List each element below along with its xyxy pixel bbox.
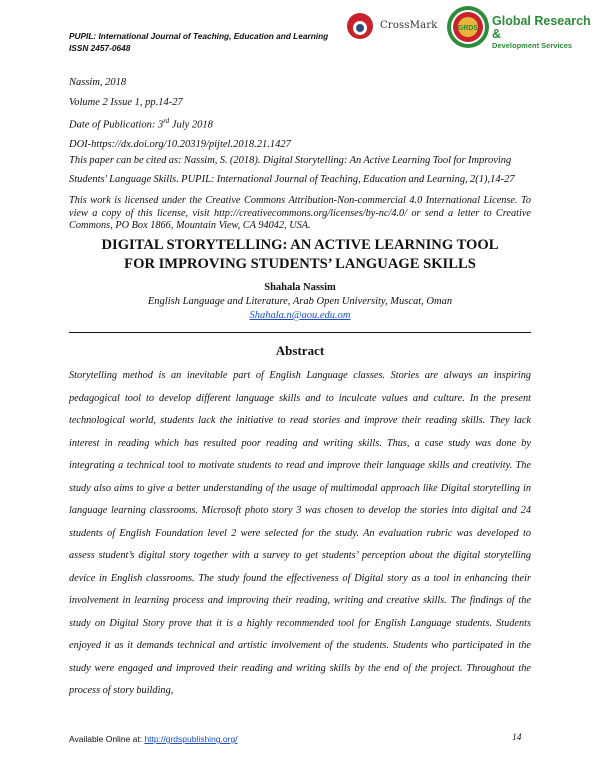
crossmark-label: CrossMark [380, 20, 438, 31]
abstract-body: Storytelling method is an inevitable part of English Language classes. Stories are always an inspiring pedagogical tool to develop different language skills and to inculcate values and culture. In the present technological world, students lack the initiative to read stories and improve their reading skills. They lack interest in reading which has resulted poor reading and writing skills. Thus, a case study was done by integrating a technical tool to motivate students to read and improve their language skills and creativity. The study also aims to give a better understanding of the usage of multimodal approach like Digital storytelling in language learning classrooms. Microsoft photo story 3 was chosen to develop the stories into digital and 24 students of English Foundation level 2 were selected for the study. An evaluation rubric was developed to assess student’s digital story together with a survey to get students’ perception about the digital storytelling device in English classrooms. The study found the effectiveness of Digital story as a tool in enhancing their involvement in learning process and improving their reading, writing and creative skills. The findings of the study on Digital Story prove that it is a highly recommended tool for English Language students. Students enjoyed it as it demands technical and artistic involvement of the students. Students who participated in the study were engaged and improved their reading and writing skills by the end of the project. Throughout the process of story building, [69, 370, 531, 696]
page-number: 14 [512, 733, 522, 743]
paper-title [69, 236, 531, 273]
volume-issue: Volume 2 Issue 1, pp.14-27 [69, 96, 183, 108]
journal-header [69, 30, 328, 54]
publisher-name [492, 15, 600, 51]
abstract-heading: Abstract [275, 343, 325, 358]
author-year: Nassim, 2018 [69, 77, 127, 88]
crossmark-icon [347, 13, 373, 39]
publication-date: Date of Publication: 3rd July 2018 [69, 117, 213, 131]
divider [69, 332, 531, 333]
paper-title-line1: DIGITAL STORYTELLING: AN ACTIVE LEARNING TOOL [101, 237, 499, 253]
grds-seal-icon [446, 5, 490, 49]
footer [69, 734, 531, 744]
footer-url-link[interactable]: http://grdspublishing.org/ [144, 734, 238, 744]
doi[interactable]: DOI-https://dx.doi.org/10.20319/pijtel.2018.21.1427 [69, 139, 291, 151]
crossmark-logo[interactable] [347, 11, 443, 41]
footer-label: Available Online at: [69, 734, 145, 744]
paper-metadata [69, 73, 291, 155]
publisher-name-line1: Global Research & [492, 14, 591, 41]
citation-text: This paper can be cited as: Nassim, S. (2018). Digital Storytelling: An Active Learning Tool for Improving Students' Language Skills. PUPIL: International Journal of Teaching, Education and Learning, 2(1),14-27 [69, 155, 515, 185]
author-affiliation: English Language and Literature, Arab Open University, Muscat, Oman [147, 296, 453, 307]
journal-name: PUPIL: International Journal of Teaching, Education and Learning [69, 31, 329, 41]
paper-title-line2: FOR IMPROVING STUDENTS’ LANGUAGE SKILLS [124, 255, 476, 272]
author-name: Shahala Nassim [264, 282, 336, 293]
journal-issn: ISSN 2457-0648 [69, 43, 131, 53]
grds-seal-text: GRDS [457, 25, 479, 32]
author-email-link[interactable]: Shahala.n@aou.edu.om [249, 310, 351, 321]
author-email-line [69, 310, 531, 321]
license-text: This work is licensed under the Creative Commons Attribution-Non-commercial 4.0 International License. To view a copy of this license, visit http://creativecommons.org/licenses/by-nc/4.0/ or send a letter to Creative Commons, PO Box 1866, Mountain View, CA 94042, USA. [69, 195, 531, 232]
publisher-name-line2: Development Services [492, 41, 573, 50]
